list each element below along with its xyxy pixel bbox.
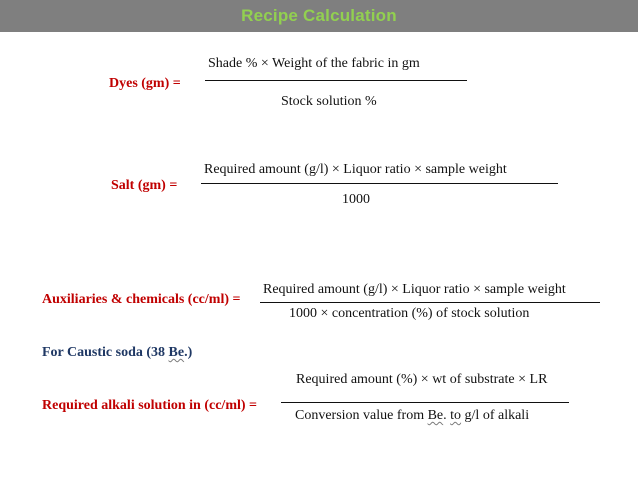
alkali-denominator-mid: .: [443, 408, 451, 423]
salt-fraction-bar: [201, 183, 558, 184]
alkali-denominator-be: Be: [427, 408, 444, 423]
alkali-numerator: Required amount (%) × wt of substrate × LR: [296, 372, 548, 387]
dyes-label: Dyes (gm) =: [109, 76, 181, 91]
caustic-heading-suffix: .): [184, 345, 193, 360]
page-title: Recipe Calculation: [241, 6, 397, 25]
caustic-heading-be: Be: [168, 345, 185, 360]
salt-denominator: 1000: [342, 192, 370, 207]
dyes-denominator: Stock solution %: [281, 94, 377, 109]
auxiliaries-fraction-bar: [260, 302, 600, 303]
salt-numerator: Required amount (g/l) × Liquor ratio × sample weight: [204, 162, 507, 177]
auxiliaries-denominator: 1000 × concentration (%) of stock solution: [289, 306, 530, 321]
alkali-denominator-prefix: Conversion value from: [295, 408, 428, 423]
alkali-denominator-to: to: [450, 408, 462, 423]
auxiliaries-numerator: Required amount (g/l) × Liquor ratio × sample weight: [263, 282, 566, 297]
dyes-numerator: Shade % × Weight of the fabric in gm: [208, 56, 420, 71]
alkali-denominator: [295, 408, 529, 424]
caustic-soda-heading: [42, 345, 192, 361]
alkali-label: Required alkali solution in (cc/ml) =: [42, 398, 258, 413]
auxiliaries-label: Auxiliaries & chemicals (cc/ml) =: [42, 292, 241, 307]
alkali-denominator-suffix: g/l of alkali: [461, 408, 530, 423]
caustic-heading-prefix: For Caustic soda (38: [42, 345, 169, 360]
alkali-fraction-bar: [281, 402, 569, 403]
salt-label: Salt (gm) =: [111, 178, 178, 193]
dyes-fraction-bar: [205, 80, 467, 81]
title-bar: [0, 0, 638, 32]
